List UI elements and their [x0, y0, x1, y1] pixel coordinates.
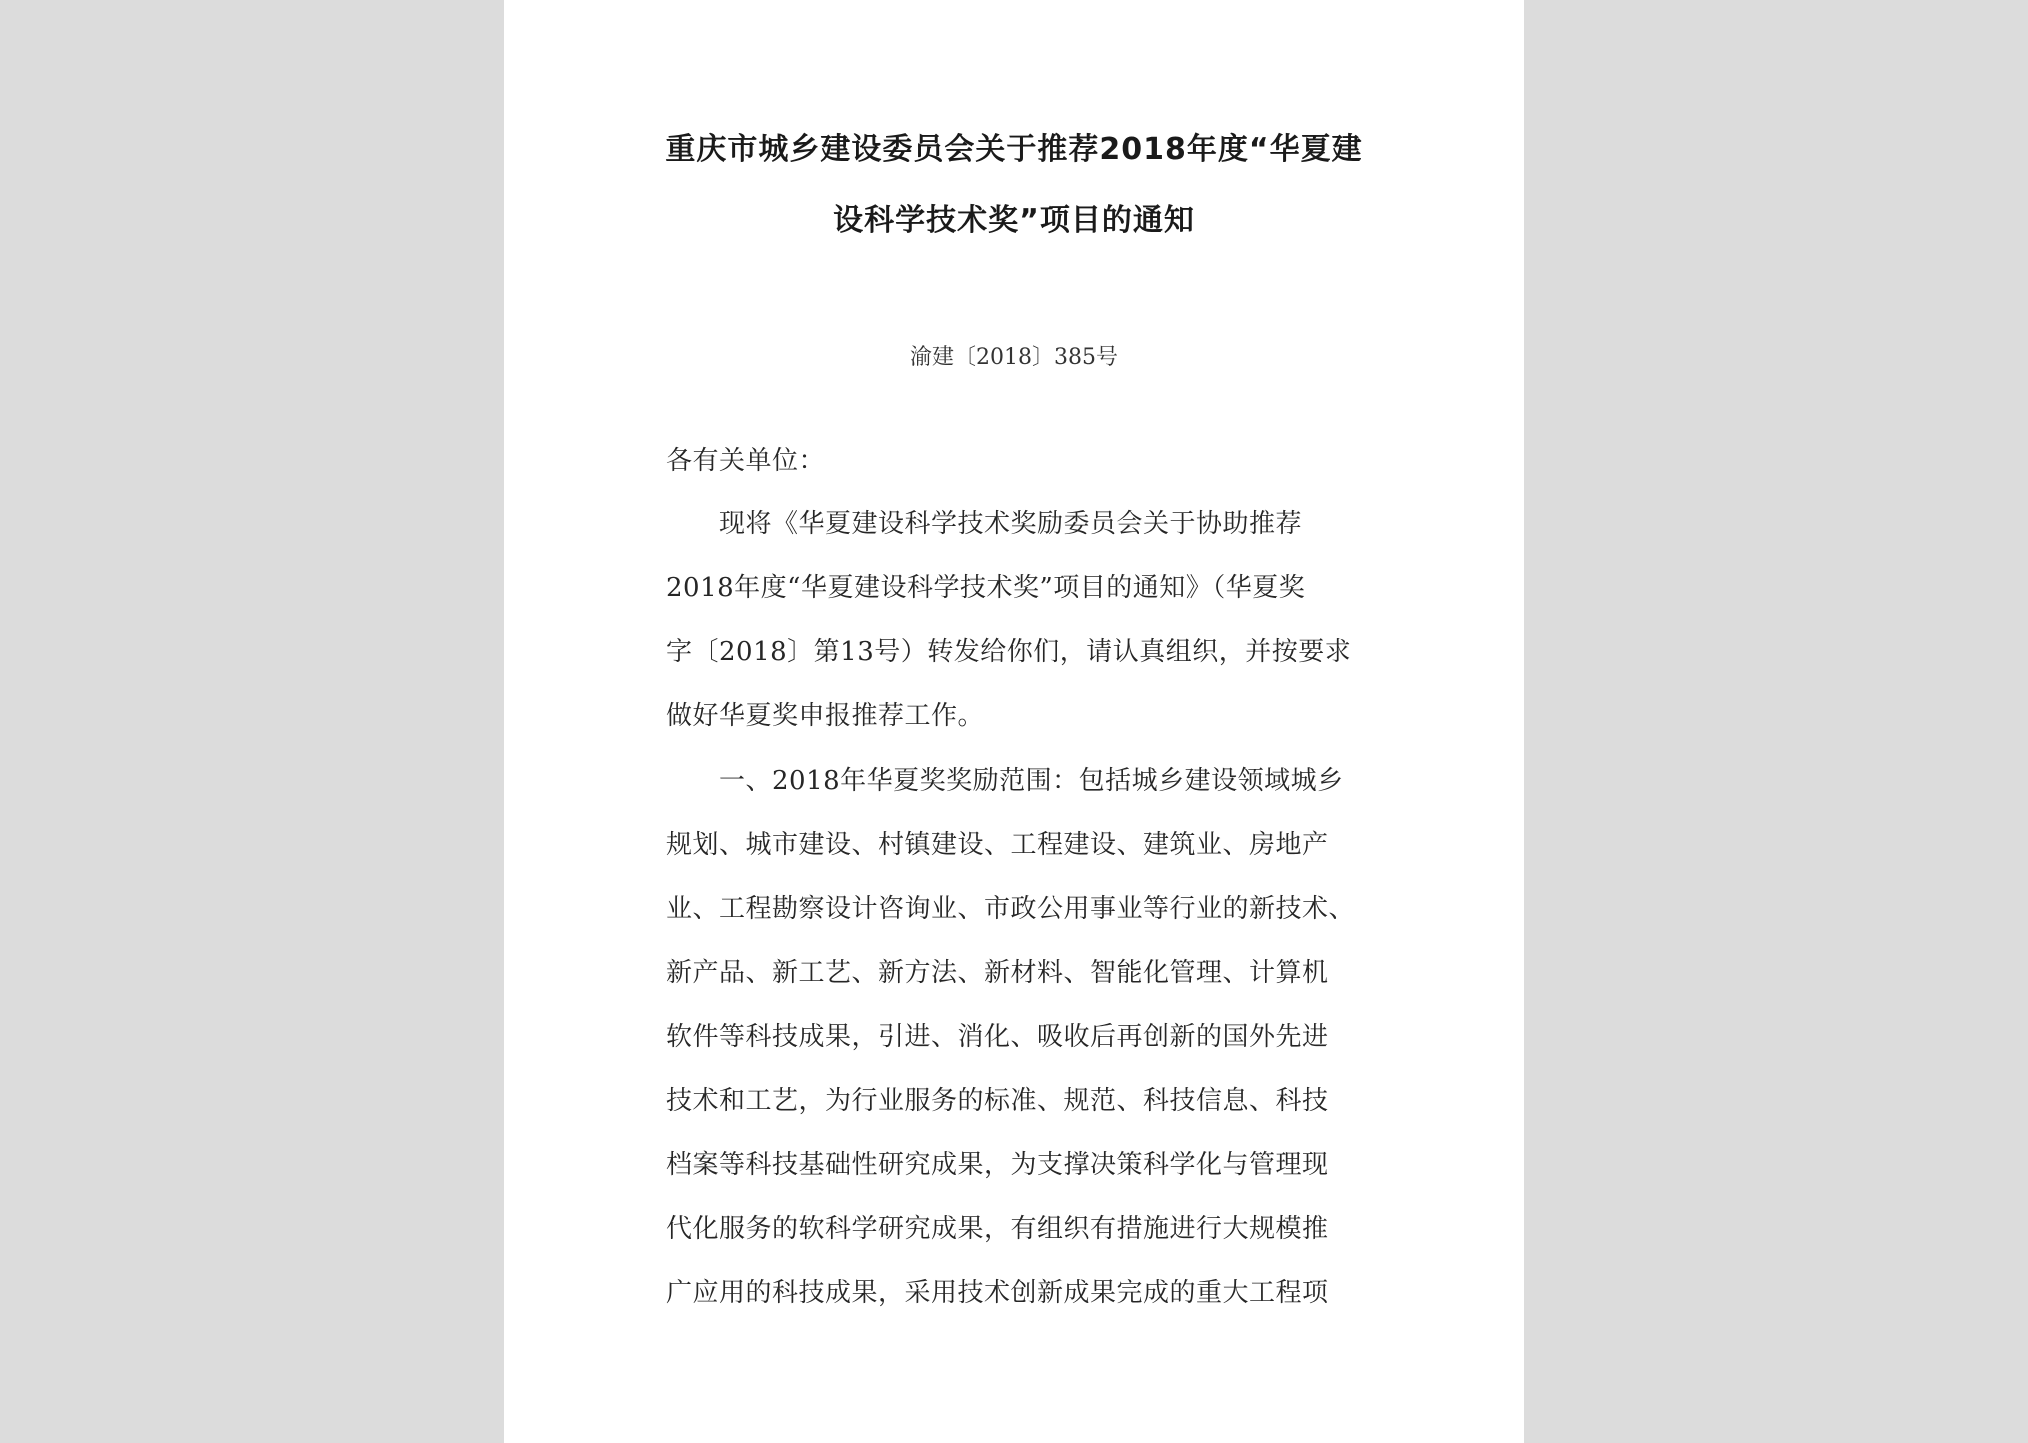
paragraph1-line: 字〔2018〕第13号）转发给你们，请认真组织，并按要求 [666, 637, 1352, 667]
paragraph2-line: 一、2018年华夏奖奖励范围：包括城乡建设领域城乡 [719, 766, 1344, 796]
paragraph1-line: 2018年度“华夏建设科学技术奖”项目的通知》（华夏奖 [666, 573, 1306, 603]
paragraph2-line: 业、工程勘察设计咨询业、市政公用事业等行业的新技术、 [666, 894, 1356, 924]
paragraph2-line: 代化服务的软科学研究成果，有组织有措施进行大规模推 [666, 1214, 1329, 1244]
paragraph2-line: 技术和工艺，为行业服务的标准、规范、科技信息、科技 [666, 1086, 1329, 1116]
title-line-2: 设科学技术奖”项目的通知 [833, 203, 1195, 238]
title-line-1: 重庆市城乡建设委员会关于推荐2018年度“华夏建 [665, 132, 1363, 167]
salutation: 各有关单位： [666, 446, 826, 476]
paragraph2-line: 规划、城市建设、村镇建设、工程建设、建筑业、房地产 [666, 830, 1329, 860]
paragraph2-line: 广应用的科技成果，采用技术创新成果完成的重大工程项 [666, 1278, 1329, 1308]
document-number: 渝建〔2018〕385号 [910, 345, 1118, 370]
paragraph2-line: 新产品、新工艺、新方法、新材料、智能化管理、计算机 [666, 958, 1329, 988]
paragraph2-line: 软件等科技成果，引进、消化、吸收后再创新的国外先进 [666, 1022, 1329, 1052]
paragraph2-line: 档案等科技基础性研究成果，为支撑决策科学化与管理现 [666, 1150, 1329, 1180]
paragraph1-line: 做好华夏奖申报推荐工作。 [666, 701, 985, 731]
document-page [504, 0, 1524, 1443]
paragraph1-line: 现将《华夏建设科学技术奖励委员会关于协助推荐 [719, 509, 1303, 539]
